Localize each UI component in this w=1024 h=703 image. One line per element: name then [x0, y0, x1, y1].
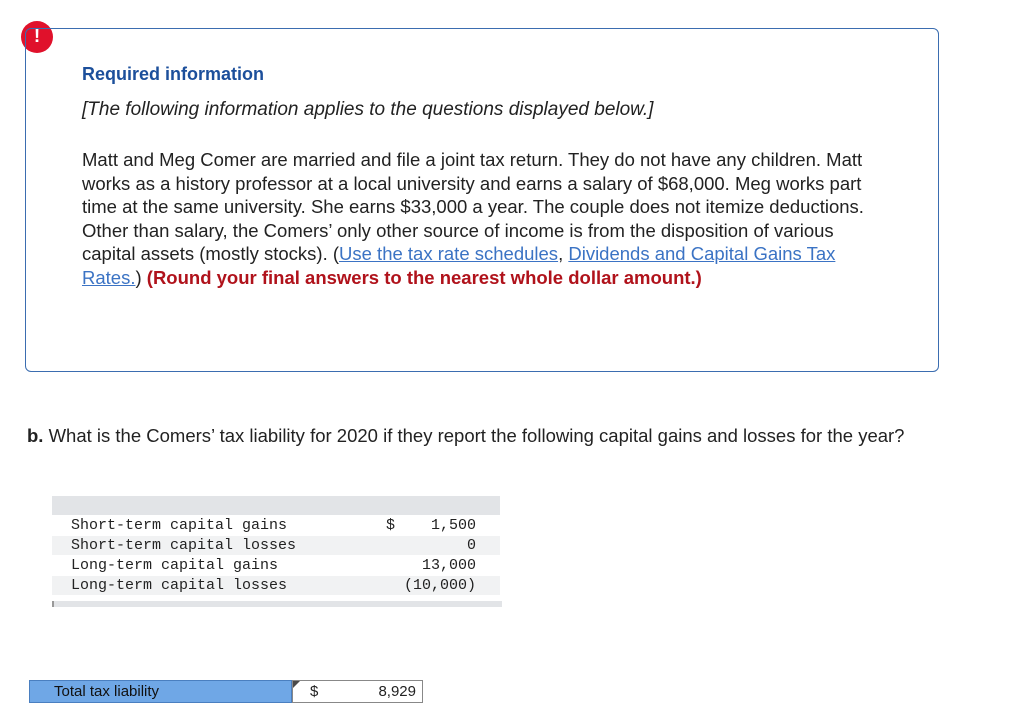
question-label: b. — [27, 425, 44, 446]
row-label: Long-term capital losses — [71, 577, 288, 594]
row-value: 1,500 — [430, 517, 476, 534]
close-paren: ) — [135, 266, 147, 288]
row-value: 13,000 — [421, 557, 476, 574]
row-label: Short-term capital losses — [71, 537, 297, 554]
tax-rate-schedules-link[interactable]: Use the tax rate schedules — [339, 243, 559, 264]
answer-currency: $ — [310, 683, 319, 700]
table-footer-bar — [52, 601, 502, 607]
link-separator: , — [558, 243, 569, 264]
row-label: Short-term capital gains — [71, 517, 288, 534]
table-row — [52, 556, 500, 575]
capital-gains-table — [52, 496, 500, 612]
rounding-note: (Round your final answers to the nearest whole dollar amount.) — [146, 266, 702, 288]
row-currency: $ — [386, 517, 396, 534]
total-tax-liability-input[interactable] — [292, 680, 423, 703]
row-label: Long-term capital gains — [71, 557, 279, 574]
info-title: Required information — [82, 64, 265, 84]
table-row — [52, 536, 500, 555]
question-text — [27, 424, 987, 448]
info-subtitle: [The following information applies to the questions displayed below.] — [82, 99, 654, 120]
graded-corner-icon — [293, 681, 300, 688]
exclamation-icon: ! — [21, 21, 53, 53]
total-tax-liability-label: Total tax liability — [29, 680, 292, 703]
row-value: (10,000) — [403, 577, 476, 594]
capital-gains-rates-link[interactable]: Dividends and Capital Gains Tax Rates. — [82, 243, 836, 288]
row-value: 0 — [466, 537, 476, 554]
question-body: What is the Comers’ tax liability for 2020 if they report the following capital gains and losses for the year? — [43, 425, 905, 446]
info-body — [82, 148, 882, 289]
info-body-text: Matt and Meg Comer are married and file a joint tax return. They do not have any children. Matt works as a history professor at a local university and earns a salary of $68,000. Meg works part time at the same university. She earns $33,000 a year. The couple does not itemize deductions. Other than salary, the Comers’ only other source of income is from the disposition of various capital assets (mostly stocks). ( — [82, 149, 864, 264]
table-row — [52, 516, 500, 535]
table-row — [52, 576, 500, 595]
answer-value[interactable]: 8,929 — [378, 683, 416, 700]
table-header-bar — [52, 496, 500, 515]
